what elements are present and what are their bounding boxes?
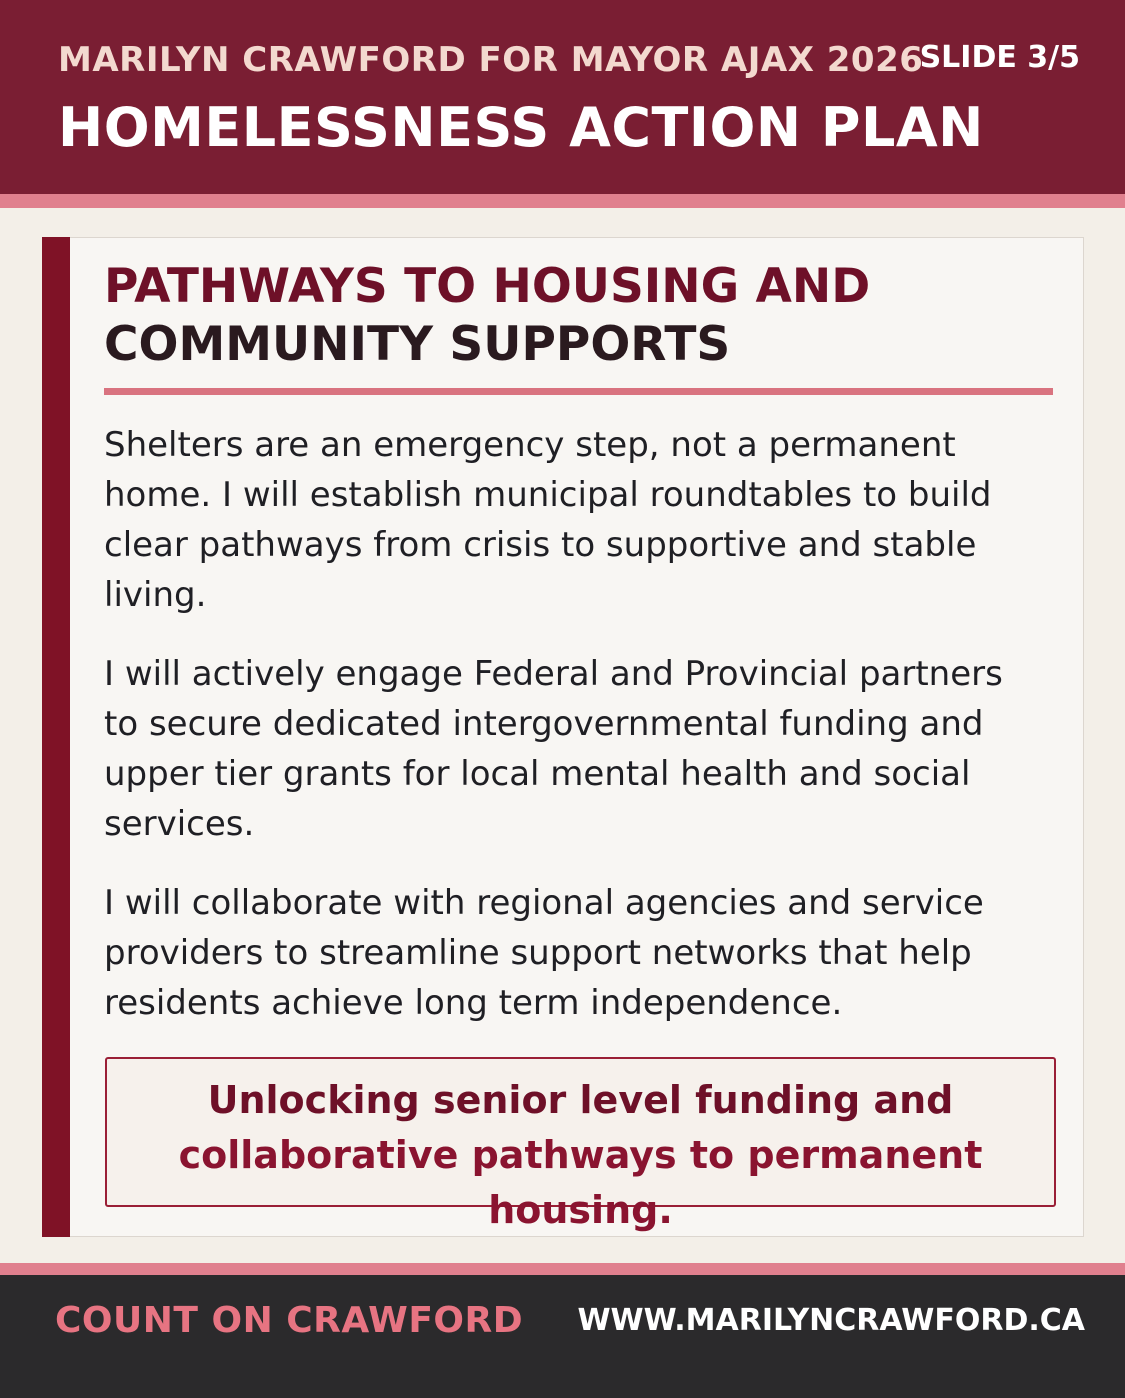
page-title: HOMELESSNESS ACTION PLAN — [58, 96, 984, 159]
section-title — [104, 258, 1064, 374]
section-title-line2: COMMUNITY SUPPORTS — [104, 317, 731, 372]
campaign-slogan: COUNT ON CRAWFORD — [55, 1300, 524, 1341]
callout-line1: Unlocking senior level funding and — [207, 1078, 954, 1122]
website-link[interactable]: WWW.MARILYNCRAWFORD.CA — [577, 1303, 1085, 1338]
campaign-line: MARILYN CRAWFORD FOR MAYOR AJAX 2026 — [58, 40, 924, 80]
footer-stripe — [0, 1263, 1125, 1275]
paragraph-shelters: Shelters are an emergency step, not a permanent home. I will establish municipal roundtables to build clear pathways from crisis to supportive and stable living. — [104, 425, 992, 615]
paragraph-collaboration: I will collaborate with regional agencies and service providers to streamline support networks that help residents achieve long term independence. — [104, 883, 984, 1023]
card-accent-bar — [42, 237, 70, 1237]
callout-text — [105, 1073, 1056, 1238]
slide-counter: SLIDE 3/5 — [919, 40, 1080, 75]
callout-line2: collaborative pathways to permanent housing. — [178, 1133, 983, 1232]
section-title-line1: PATHWAYS TO HOUSING AND — [104, 259, 871, 314]
header-stripe — [0, 194, 1125, 208]
title-divider — [104, 388, 1053, 395]
paragraph-funding: I will actively engage Federal and Provincial partners to secure dedicated intergovernmental funding and upper tier grants for local mental health and social services. — [104, 654, 1003, 844]
